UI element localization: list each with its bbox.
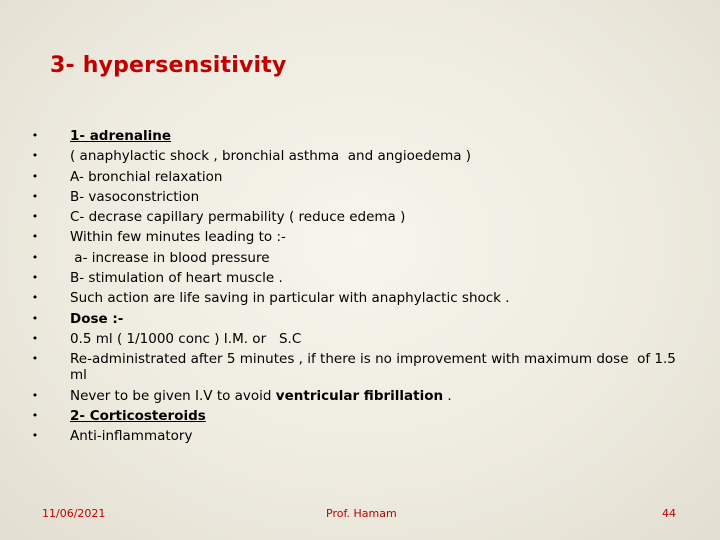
bullet-text: Dose :- <box>70 310 124 327</box>
bullet-item <box>30 229 680 245</box>
bullet-text: ( anaphylactic shock , bronchial asthma and angioedema ) <box>70 148 472 165</box>
bullet-item <box>30 128 680 144</box>
bullet-icon: • <box>31 169 39 183</box>
bullet-item <box>30 311 680 327</box>
bullet-item <box>30 189 680 205</box>
bullet-item <box>30 331 680 347</box>
bullet-icon: • <box>31 149 39 163</box>
bullet-item <box>30 250 680 266</box>
bullet-icon: • <box>31 271 39 285</box>
bullet-text: 2- Corticosteroids <box>70 408 206 425</box>
bullet-text: Re-administrated after 5 minutes , if there is no improvement with maximum dose of 1.5 ml <box>70 351 681 384</box>
bullet-icon: • <box>31 311 39 325</box>
bullet-item <box>30 290 680 306</box>
bullet-icon: • <box>31 352 39 366</box>
bullet-text-after: . <box>443 387 452 404</box>
bullet-item <box>30 148 680 164</box>
bullet-item <box>30 388 680 404</box>
footer-date: 11/06/2021 <box>42 507 106 520</box>
bullet-item <box>30 351 680 383</box>
bullet-icon: • <box>31 230 39 244</box>
bullet-text: 1- adrenaline <box>70 128 172 144</box>
bullet-icon: • <box>31 189 39 203</box>
slide-title: 3- hypersensitivity <box>50 53 287 78</box>
bullet-text-before: Never to be given I.V to avoid <box>70 387 276 404</box>
bullet-icon: • <box>31 291 39 305</box>
bullet-icon: • <box>31 429 39 443</box>
bullet-item <box>30 408 680 424</box>
bullet-text: Anti-inflammatory <box>70 428 193 445</box>
bullet-item <box>30 169 680 185</box>
bullet-item <box>30 428 680 444</box>
bullet-text: B- vasoconstriction <box>70 188 200 205</box>
bullet-text: 0.5 ml ( 1/1000 conc ) I.M. or S.C <box>70 330 302 347</box>
footer-page-number: 44 <box>662 507 676 520</box>
bullet-icon: • <box>31 210 39 224</box>
bullet-icon: • <box>31 331 39 345</box>
footer-author: Prof. Hamam <box>326 507 397 520</box>
bullet-icon: • <box>31 129 39 142</box>
bullet-text: C- decrase capillary permability ( reduce edema ) <box>70 209 406 226</box>
bullet-text: Within few minutes leading to :- <box>70 229 286 246</box>
bullet-item <box>30 209 680 225</box>
bullet-list <box>30 128 680 449</box>
bullet-item <box>30 270 680 286</box>
bullet-icon: • <box>31 388 39 402</box>
bullet-text: B- stimulation of heart muscle . <box>70 270 283 287</box>
bullet-text: Such action are life saving in particular with anaphylactic shock . <box>70 290 510 307</box>
bullet-text-bold: ventricular fibrillation <box>275 387 444 404</box>
bullet-icon: • <box>31 250 39 264</box>
bullet-text: a- increase in blood pressure <box>70 249 270 266</box>
bullet-icon: • <box>31 409 39 423</box>
bullet-text <box>70 388 452 404</box>
bullet-text: A- bronchial relaxation <box>70 168 223 185</box>
